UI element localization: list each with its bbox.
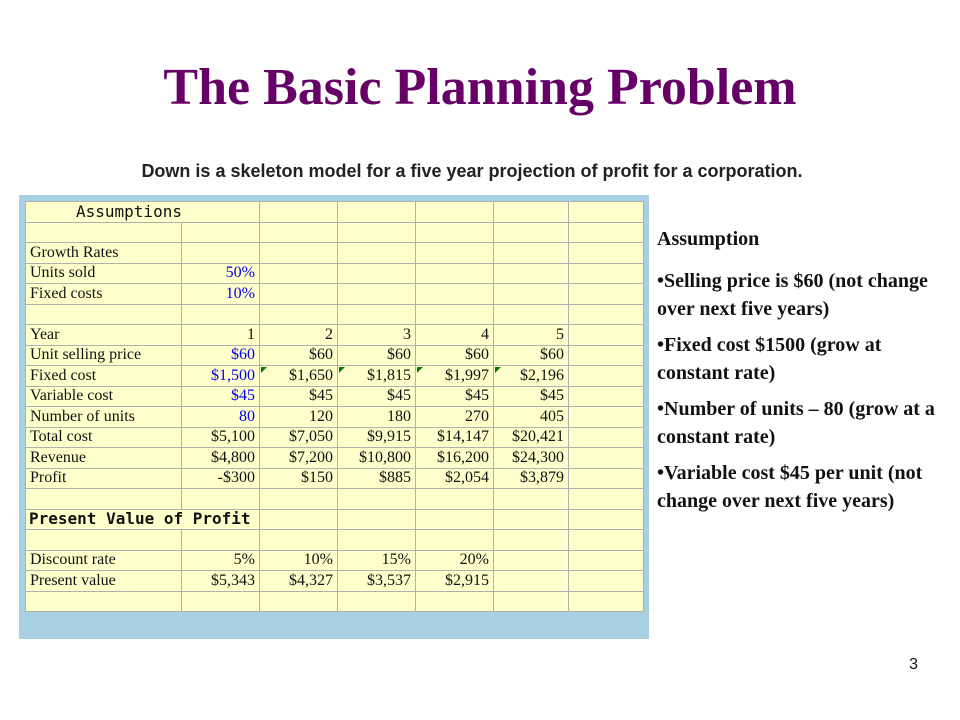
cell[interactable] <box>416 530 494 551</box>
cell[interactable] <box>26 304 182 325</box>
unit-selling-price-cell[interactable]: $60 <box>182 345 260 366</box>
cell[interactable] <box>569 530 644 551</box>
notes-heading: Assumption <box>657 228 760 250</box>
cell[interactable] <box>260 243 338 264</box>
year-label[interactable]: Year <box>26 325 182 346</box>
discount-rate-cell[interactable]: 10% <box>260 550 338 571</box>
cell[interactable] <box>416 591 494 612</box>
cell[interactable] <box>338 304 416 325</box>
unit-selling-price-label[interactable]: Unit selling price <box>26 345 182 366</box>
number-of-units-label[interactable]: Number of units <box>26 407 182 428</box>
cell[interactable] <box>494 304 569 325</box>
note-item: •Fixed cost $1500 (grow at constant rate) <box>657 334 882 384</box>
cell[interactable] <box>338 243 416 264</box>
cell[interactable] <box>569 345 644 366</box>
total-cost-label[interactable]: Total cost <box>26 427 182 448</box>
cell[interactable] <box>182 304 260 325</box>
present-value-label[interactable]: Present value <box>26 571 182 592</box>
units-sold-growth-cell[interactable]: 50% <box>182 263 260 284</box>
page-number: 3 <box>909 656 918 673</box>
cell[interactable] <box>569 407 644 428</box>
variable-cost-cell[interactable]: $45 <box>338 386 416 407</box>
cell[interactable] <box>260 284 338 305</box>
cell[interactable] <box>260 304 338 325</box>
cell[interactable] <box>569 366 644 387</box>
unit-selling-price-cell[interactable]: $60 <box>260 345 338 366</box>
cell[interactable] <box>569 386 644 407</box>
present-value-header: Present Value of Profit <box>26 509 260 530</box>
cell[interactable] <box>569 489 644 510</box>
cell[interactable] <box>416 304 494 325</box>
discount-rate-cell[interactable]: 5% <box>182 550 260 571</box>
unit-selling-price-cell[interactable]: $60 <box>416 345 494 366</box>
slide-title: The Basic Planning Problem <box>163 59 797 116</box>
cell[interactable] <box>338 222 416 243</box>
cell[interactable] <box>338 202 416 223</box>
cell[interactable] <box>338 284 416 305</box>
cell[interactable] <box>569 243 644 264</box>
slide-subtitle: Down is a skeleton model for a five year projection of profit for a corporation. <box>141 161 803 181</box>
cell[interactable] <box>182 591 260 612</box>
present-value-cell[interactable]: $2,915 <box>416 571 494 592</box>
cell[interactable] <box>494 550 569 571</box>
profit-label[interactable]: Profit <box>26 468 182 489</box>
cell[interactable] <box>569 448 644 469</box>
fixed-cost-cell[interactable]: $1,500 <box>182 366 260 387</box>
cell[interactable] <box>338 530 416 551</box>
fixed-cost-label[interactable]: Fixed cost <box>26 366 182 387</box>
profit-cell[interactable]: $885 <box>338 468 416 489</box>
cell[interactable] <box>494 509 569 530</box>
number-of-units-cell[interactable]: 270 <box>416 407 494 428</box>
profit-cell[interactable]: -$300 <box>182 468 260 489</box>
cell[interactable] <box>494 284 569 305</box>
discount-rate-label[interactable]: Discount rate <box>26 550 182 571</box>
unit-selling-price-cell[interactable]: $60 <box>338 345 416 366</box>
number-of-units-cell[interactable]: 120 <box>260 407 338 428</box>
cell[interactable] <box>260 591 338 612</box>
fixed-costs-growth-label[interactable]: Fixed costs <box>26 284 182 305</box>
year-cell[interactable]: 2 <box>260 325 338 346</box>
units-sold-label[interactable]: Units sold <box>26 263 182 284</box>
cell[interactable] <box>569 468 644 489</box>
total-cost-cell[interactable]: $20,421 <box>494 427 569 448</box>
note-item: •Variable cost $45 per unit (not change over next five years) <box>657 462 923 512</box>
year-cell[interactable]: 4 <box>416 325 494 346</box>
cell[interactable] <box>569 325 644 346</box>
cell[interactable] <box>569 550 644 571</box>
discount-rate-cell[interactable]: 15% <box>338 550 416 571</box>
present-value-cell[interactable]: $4,327 <box>260 571 338 592</box>
revenue-label[interactable]: Revenue <box>26 448 182 469</box>
cell[interactable] <box>569 427 644 448</box>
revenue-cell[interactable]: $10,800 <box>338 448 416 469</box>
cell[interactable] <box>26 591 182 612</box>
cell[interactable] <box>260 222 338 243</box>
fixed-costs-growth-cell[interactable]: 10% <box>182 284 260 305</box>
cell[interactable] <box>416 489 494 510</box>
variable-cost-cell[interactable]: $45 <box>494 386 569 407</box>
cell[interactable] <box>338 509 416 530</box>
present-value-cell[interactable]: $5,343 <box>182 571 260 592</box>
revenue-cell[interactable]: $16,200 <box>416 448 494 469</box>
cell[interactable] <box>26 222 182 243</box>
cell[interactable] <box>494 243 569 264</box>
cell[interactable] <box>338 591 416 612</box>
cell[interactable] <box>338 263 416 284</box>
total-cost-cell[interactable]: $14,147 <box>416 427 494 448</box>
cell[interactable] <box>182 222 260 243</box>
cell[interactable] <box>494 591 569 612</box>
fixed-cost-cell[interactable]: $1,650 <box>260 366 338 387</box>
variable-cost-label[interactable]: Variable cost <box>26 386 182 407</box>
profit-cell[interactable]: $3,879 <box>494 468 569 489</box>
cell[interactable] <box>494 530 569 551</box>
cell[interactable] <box>416 284 494 305</box>
cell[interactable] <box>416 222 494 243</box>
number-of-units-cell[interactable]: 405 <box>494 407 569 428</box>
cell[interactable] <box>416 243 494 264</box>
cell[interactable] <box>569 284 644 305</box>
year-cell[interactable]: 1 <box>182 325 260 346</box>
cell[interactable] <box>338 489 416 510</box>
number-of-units-cell[interactable]: 180 <box>338 407 416 428</box>
cell[interactable] <box>182 243 260 264</box>
cell[interactable] <box>260 263 338 284</box>
profit-cell[interactable]: $150 <box>260 468 338 489</box>
cell[interactable] <box>260 530 338 551</box>
cell[interactable] <box>182 489 260 510</box>
spreadsheet-grid <box>25 201 644 612</box>
cell[interactable] <box>569 591 644 612</box>
total-cost-cell[interactable]: $9,915 <box>338 427 416 448</box>
cell[interactable] <box>494 489 569 510</box>
revenue-cell[interactable]: $7,200 <box>260 448 338 469</box>
fixed-cost-cell[interactable]: $1,997 <box>416 366 494 387</box>
variable-cost-cell[interactable]: $45 <box>260 386 338 407</box>
cell[interactable] <box>569 263 644 284</box>
cell[interactable] <box>569 571 644 592</box>
cell[interactable] <box>494 202 569 223</box>
total-cost-cell[interactable]: $5,100 <box>182 427 260 448</box>
fixed-cost-cell[interactable]: $2,196 <box>494 366 569 387</box>
year-cell[interactable]: 5 <box>494 325 569 346</box>
cell[interactable] <box>494 263 569 284</box>
assumption-notes <box>657 225 952 523</box>
profit-cell[interactable]: $2,054 <box>416 468 494 489</box>
discount-rate-cell[interactable]: 20% <box>416 550 494 571</box>
year-cell[interactable]: 3 <box>338 325 416 346</box>
cell[interactable] <box>494 571 569 592</box>
cell[interactable] <box>260 489 338 510</box>
cell[interactable] <box>569 222 644 243</box>
note-item: •Selling price is $60 (not change over next five years) <box>657 270 928 320</box>
cell[interactable] <box>416 509 494 530</box>
cell[interactable] <box>260 202 338 223</box>
fixed-cost-cell[interactable]: $1,815 <box>338 366 416 387</box>
cell[interactable] <box>569 304 644 325</box>
cell[interactable] <box>494 222 569 243</box>
variable-cost-cell[interactable]: $45 <box>416 386 494 407</box>
unit-selling-price-cell[interactable]: $60 <box>494 345 569 366</box>
variable-cost-cell[interactable]: $45 <box>182 386 260 407</box>
spreadsheet <box>19 195 649 639</box>
revenue-cell[interactable]: $4,800 <box>182 448 260 469</box>
cell[interactable] <box>416 263 494 284</box>
cell[interactable] <box>569 509 644 530</box>
growth-rates-label[interactable]: Growth Rates <box>26 243 182 264</box>
cell[interactable] <box>569 202 644 223</box>
total-cost-cell[interactable]: $7,050 <box>260 427 338 448</box>
assumptions-header: Assumptions <box>26 202 260 223</box>
revenue-cell[interactable]: $24,300 <box>494 448 569 469</box>
note-item: •Number of units – 80 (grow at a constant rate) <box>657 398 935 448</box>
present-value-cell[interactable]: $3,537 <box>338 571 416 592</box>
number-of-units-cell[interactable]: 80 <box>182 407 260 428</box>
cell[interactable] <box>26 489 182 510</box>
cell[interactable] <box>26 530 182 551</box>
cell[interactable] <box>182 530 260 551</box>
cell[interactable] <box>260 509 338 530</box>
cell[interactable] <box>416 202 494 223</box>
